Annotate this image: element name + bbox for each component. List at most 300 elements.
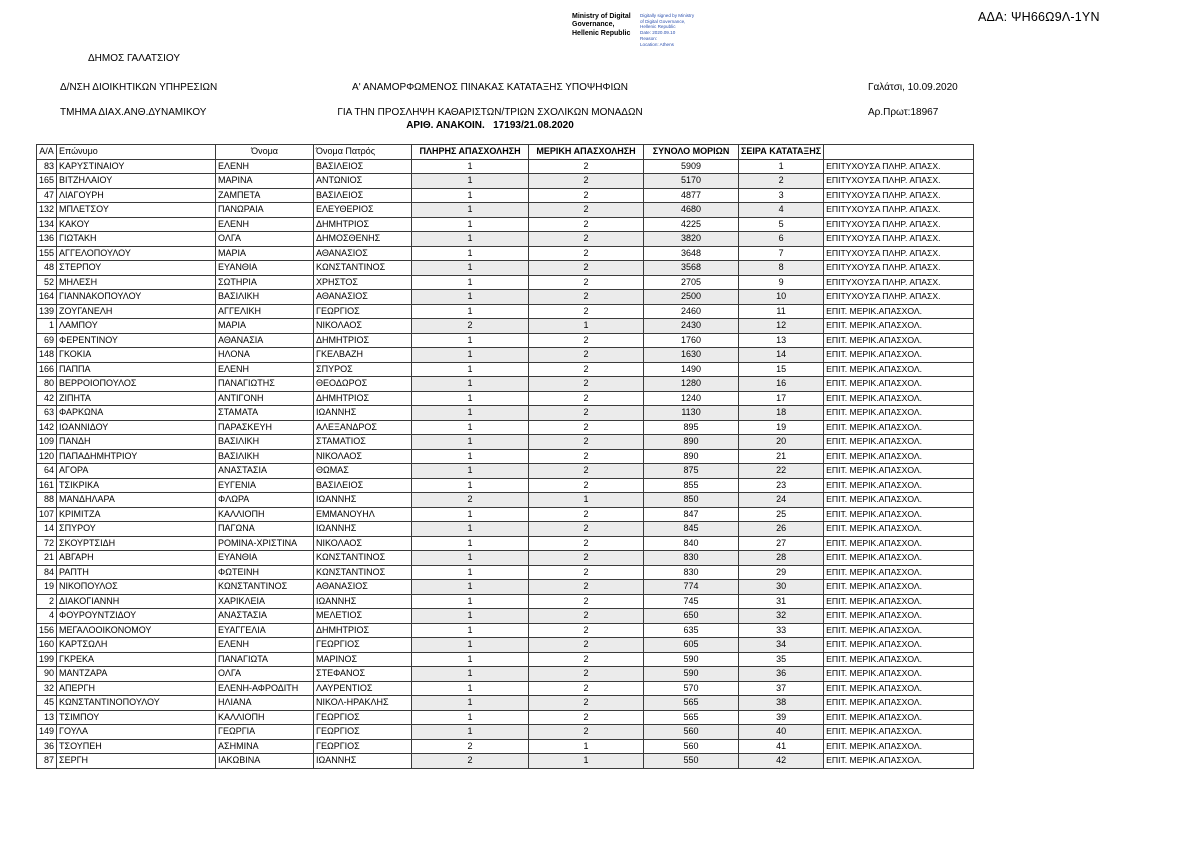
candidate-total-points: 570: [644, 681, 739, 696]
candidate-surname: ΖΟΥΓΑΝΕΛΗ: [57, 304, 216, 319]
candidate-firstname: ΑΘΑΝΑΣΙΑ: [216, 333, 314, 348]
candidate-parttime-preference: 1: [529, 754, 644, 769]
candidate-aa: 1: [37, 319, 57, 334]
candidate-status: ΕΠΙΤΥΧΟΥΣΑ ΠΛΗΡ. ΑΠΑΣΧ.: [824, 159, 974, 174]
candidate-status: ΕΠΙΤΥΧΟΥΣΑ ΠΛΗΡ. ΑΠΑΣΧ.: [824, 174, 974, 189]
candidate-total-points: 830: [644, 551, 739, 566]
table-row: [37, 217, 974, 232]
candidate-surname: ΤΣΙΜΠΟΥ: [57, 710, 216, 725]
candidate-status: ΕΠΙΤ. ΜΕΡΙΚ.ΑΠΑΣΧΟΛ.: [824, 681, 974, 696]
candidate-fathername: ΒΑΣΙΛΕΙΟΣ: [314, 159, 412, 174]
candidate-parttime-preference: 2: [529, 464, 644, 479]
candidate-surname: ΜΑΝΔΗΛΑΡΑ: [57, 493, 216, 508]
table-row: [37, 304, 974, 319]
candidate-rank: 4: [739, 203, 824, 218]
candidate-total-points: 5909: [644, 159, 739, 174]
candidate-firstname: ΦΛΩΡΑ: [216, 493, 314, 508]
table-row: [37, 652, 974, 667]
stamp-authority-line: Hellenic Republic: [572, 29, 631, 37]
candidate-aa: 52: [37, 275, 57, 290]
candidate-rank: 27: [739, 536, 824, 551]
candidate-surname: ΒΙΤΖΗΛΑΙΟΥ: [57, 174, 216, 189]
candidate-surname: ΦΑΡΚΩΝΑ: [57, 406, 216, 421]
candidate-total-points: 895: [644, 420, 739, 435]
candidate-status: ΕΠΙΤ. ΜΕΡΙΚ.ΑΠΑΣΧΟΛ.: [824, 710, 974, 725]
candidate-parttime-preference: 2: [529, 478, 644, 493]
candidate-rank: 12: [739, 319, 824, 334]
candidate-firstname: ΟΛΓΑ: [216, 232, 314, 247]
candidate-fathername: ΔΗΜΟΣΘΕΝΗΣ: [314, 232, 412, 247]
col-header-total-points: ΣΥΝΟΛΟ ΜΟΡΙΩΝ: [644, 145, 739, 160]
table-row: [37, 348, 974, 363]
candidate-fathername: ΛΑΥΡΕΝΤΙΟΣ: [314, 681, 412, 696]
candidate-parttime-preference: 2: [529, 246, 644, 261]
candidate-total-points: 590: [644, 667, 739, 682]
candidate-surname: ΤΣΙΚΡΙΚΑ: [57, 478, 216, 493]
col-header-rank: ΣΕΙΡΑ ΚΑΤΑΤΑΞΗΣ: [739, 145, 824, 160]
candidate-fathername: ΙΩΑΝΝΗΣ: [314, 406, 412, 421]
candidate-parttime-preference: 2: [529, 420, 644, 435]
table-row: [37, 522, 974, 537]
candidate-status: ΕΠΙΤ. ΜΕΡΙΚ.ΑΠΑΣΧΟΛ.: [824, 623, 974, 638]
candidate-aa: 166: [37, 362, 57, 377]
candidate-aa: 90: [37, 667, 57, 682]
candidate-status: ΕΠΙΤ. ΜΕΡΙΚ.ΑΠΑΣΧΟΛ.: [824, 391, 974, 406]
candidate-parttime-preference: 2: [529, 348, 644, 363]
candidate-parttime-preference: 2: [529, 174, 644, 189]
candidate-fathername: ΚΩΝΣΤΑΝΤΙΝΟΣ: [314, 551, 412, 566]
candidate-firstname: ΕΥΓΕΝΙΑ: [216, 478, 314, 493]
candidate-total-points: 650: [644, 609, 739, 624]
candidate-firstname: ΒΑΣΙΛΙΚΗ: [216, 290, 314, 305]
table-row: [37, 594, 974, 609]
table-row: [37, 623, 974, 638]
candidate-firstname: ΕΥΑΝΘΙΑ: [216, 261, 314, 276]
candidate-total-points: 830: [644, 565, 739, 580]
table-row: [37, 246, 974, 261]
candidate-fulltime-preference: 1: [412, 478, 529, 493]
candidate-total-points: 5170: [644, 174, 739, 189]
candidate-fathername: ΓΕΩΡΓΙΟΣ: [314, 725, 412, 740]
candidate-status: ΕΠΙΤ. ΜΕΡΙΚ.ΑΠΑΣΧΟΛ.: [824, 551, 974, 566]
candidate-fulltime-preference: 1: [412, 406, 529, 421]
candidate-fulltime-preference: 1: [412, 203, 529, 218]
table-row: [37, 391, 974, 406]
candidate-parttime-preference: 2: [529, 449, 644, 464]
candidate-fulltime-preference: 1: [412, 681, 529, 696]
table-row: [37, 290, 974, 305]
candidate-status: ΕΠΙΤ. ΜΕΡΙΚ.ΑΠΑΣΧΟΛ.: [824, 565, 974, 580]
candidate-total-points: 565: [644, 696, 739, 711]
candidate-aa: 142: [37, 420, 57, 435]
candidate-aa: 161: [37, 478, 57, 493]
candidate-total-points: 565: [644, 710, 739, 725]
candidate-firstname: ΠΑΝΑΓΙΩΤΗΣ: [216, 377, 314, 392]
candidate-status: ΕΠΙΤΥΧΟΥΣΑ ΠΛΗΡ. ΑΠΑΣΧ.: [824, 203, 974, 218]
candidate-surname: ΝΙΚΟΠΟΥΛΟΣ: [57, 580, 216, 595]
candidate-fulltime-preference: 1: [412, 623, 529, 638]
candidate-fathername: ΔΗΜΗΤΡΙΟΣ: [314, 217, 412, 232]
candidate-firstname: ΕΛΕΝΗ: [216, 217, 314, 232]
candidate-fulltime-preference: 1: [412, 348, 529, 363]
candidate-fathername: ΣΤΑΜΑΤΙΟΣ: [314, 435, 412, 450]
candidate-parttime-preference: 2: [529, 203, 644, 218]
candidate-surname: ΚΑΡΤΣΩΛΗ: [57, 638, 216, 653]
candidate-surname: ΓΙΑΝΝΑΚΟΠΟΥΛΟΥ: [57, 290, 216, 305]
candidate-rank: 13: [739, 333, 824, 348]
candidate-fulltime-preference: 1: [412, 507, 529, 522]
candidate-firstname: ΠΑΡΑΣΚΕΥΗ: [216, 420, 314, 435]
candidate-aa: 64: [37, 464, 57, 479]
candidate-status: ΕΠΙΤ. ΜΕΡΙΚ.ΑΠΑΣΧΟΛ.: [824, 725, 974, 740]
candidate-surname: ΙΩΑΝΝΙΔΟΥ: [57, 420, 216, 435]
candidate-fathername: ΓΚΕΛΒΑΖΗ: [314, 348, 412, 363]
candidate-firstname: ΦΩΤΕΙΝΗ: [216, 565, 314, 580]
candidate-status: ΕΠΙΤΥΧΟΥΣΑ ΠΛΗΡ. ΑΠΑΣΧ.: [824, 232, 974, 247]
candidate-firstname: ΕΛΕΝΗ: [216, 638, 314, 653]
candidate-firstname: ΗΛΙΑΝΑ: [216, 696, 314, 711]
stamp-signature-text: [640, 13, 710, 47]
candidate-rank: 31: [739, 594, 824, 609]
candidate-total-points: 2705: [644, 275, 739, 290]
candidate-parttime-preference: 2: [529, 217, 644, 232]
candidate-parttime-preference: 2: [529, 261, 644, 276]
candidate-parttime-preference: 2: [529, 594, 644, 609]
candidate-fulltime-preference: 1: [412, 159, 529, 174]
table-row: [37, 536, 974, 551]
candidate-status: ΕΠΙΤ. ΜΕΡΙΚ.ΑΠΑΣΧΟΛ.: [824, 319, 974, 334]
col-header-fulltime: ΠΛΗΡΗΣ ΑΠΑΣΧΟΛΗΣΗ: [412, 145, 529, 160]
col-header-aa: Α/Α: [37, 145, 57, 160]
candidate-fulltime-preference: 1: [412, 275, 529, 290]
candidate-firstname: ΠΑΓΩΝΑ: [216, 522, 314, 537]
table-row: [37, 754, 974, 769]
candidate-rank: 36: [739, 667, 824, 682]
candidate-parttime-preference: 2: [529, 275, 644, 290]
candidate-fulltime-preference: 1: [412, 565, 529, 580]
candidate-parttime-preference: 2: [529, 652, 644, 667]
candidate-total-points: 4680: [644, 203, 739, 218]
candidate-aa: 164: [37, 290, 57, 305]
candidate-total-points: 875: [644, 464, 739, 479]
candidate-total-points: 1240: [644, 391, 739, 406]
table-row: [37, 580, 974, 595]
candidate-firstname: ΜΑΡΙΑ: [216, 319, 314, 334]
candidate-rank: 8: [739, 261, 824, 276]
candidate-fathername: ΙΩΑΝΝΗΣ: [314, 493, 412, 508]
candidate-parttime-preference: 2: [529, 536, 644, 551]
stamp-signature-line: Hellenic Republic: [640, 24, 676, 30]
candidate-aa: 21: [37, 551, 57, 566]
candidate-fulltime-preference: 1: [412, 710, 529, 725]
candidate-firstname: ΧΑΡΙΚΛΕΙΑ: [216, 594, 314, 609]
candidate-status: ΕΠΙΤ. ΜΕΡΙΚ.ΑΠΑΣΧΟΛ.: [824, 464, 974, 479]
candidate-surname: ΜΕΓΑΛΟΟΙΚΟΝΟΜΟΥ: [57, 623, 216, 638]
candidate-rank: 7: [739, 246, 824, 261]
table-row: [37, 551, 974, 566]
candidate-fathername: ΑΘΑΝΑΣΙΟΣ: [314, 246, 412, 261]
candidate-surname: ΓΟΥΛΑ: [57, 725, 216, 740]
candidate-rank: 25: [739, 507, 824, 522]
candidate-fathername: ΙΩΑΝΝΗΣ: [314, 594, 412, 609]
candidate-aa: 4: [37, 609, 57, 624]
candidate-fathername: ΑΘΑΝΑΣΙΟΣ: [314, 290, 412, 305]
candidate-fulltime-preference: 1: [412, 261, 529, 276]
candidate-fulltime-preference: 2: [412, 319, 529, 334]
candidate-fulltime-preference: 1: [412, 696, 529, 711]
candidate-status: ΕΠΙΤ. ΜΕΡΙΚ.ΑΠΑΣΧΟΛ.: [824, 333, 974, 348]
candidate-surname: ΣΠΥΡΟΥ: [57, 522, 216, 537]
ada-code: ΑΔΑ: ΨΗ66Ω9Λ-1ΥΝ: [978, 10, 1100, 24]
candidate-rank: 5: [739, 217, 824, 232]
candidate-aa: 36: [37, 739, 57, 754]
table-row: [37, 507, 974, 522]
table-row: [37, 725, 974, 740]
candidate-status: ΕΠΙΤ. ΜΕΡΙΚ.ΑΠΑΣΧΟΛ.: [824, 449, 974, 464]
candidate-fathername: ΚΩΝΣΤΑΝΤΙΝΟΣ: [314, 261, 412, 276]
candidate-parttime-preference: 2: [529, 406, 644, 421]
stamp-signature-line: Reason:: [640, 35, 658, 41]
candidate-fulltime-preference: 1: [412, 290, 529, 305]
candidate-status: ΕΠΙΤ. ΜΕΡΙΚ.ΑΠΑΣΧΟΛ.: [824, 377, 974, 392]
candidate-total-points: 635: [644, 623, 739, 638]
candidate-total-points: 2500: [644, 290, 739, 305]
candidate-parttime-preference: 2: [529, 565, 644, 580]
candidate-rank: 26: [739, 522, 824, 537]
candidate-fulltime-preference: 1: [412, 449, 529, 464]
candidate-aa: 160: [37, 638, 57, 653]
candidate-total-points: 890: [644, 435, 739, 450]
candidate-aa: 87: [37, 754, 57, 769]
document-title-line2: ΓΙΑ ΤΗΝ ΠΡΟΣΛΗΨΗ ΚΑΘΑΡΙΣΤΩΝ/ΤΡΙΩΝ ΣΧΟΛΙΚΩΝ ΜΟΝΑΔΩΝ: [337, 107, 643, 118]
candidate-fulltime-preference: 1: [412, 435, 529, 450]
candidate-fulltime-preference: 1: [412, 638, 529, 653]
candidate-aa: 88: [37, 493, 57, 508]
digital-signature-stamp: [572, 13, 710, 47]
candidate-status: ΕΠΙΤ. ΜΕΡΙΚ.ΑΠΑΣΧΟΛ.: [824, 406, 974, 421]
candidate-aa: 72: [37, 536, 57, 551]
candidate-rank: 37: [739, 681, 824, 696]
candidate-total-points: 745: [644, 594, 739, 609]
candidate-parttime-preference: 1: [529, 319, 644, 334]
candidate-parttime-preference: 2: [529, 391, 644, 406]
candidate-surname: ΑΓΓΕΛΟΠΟΥΛΟΥ: [57, 246, 216, 261]
candidate-firstname: ΠΑΝΩΡΑΙΑ: [216, 203, 314, 218]
candidate-parttime-preference: 2: [529, 580, 644, 595]
candidate-fulltime-preference: 1: [412, 391, 529, 406]
announcement-number: 17193/21.08.2020: [493, 120, 574, 131]
candidate-fulltime-preference: 2: [412, 754, 529, 769]
candidate-status: ΕΠΙΤΥΧΟΥΣΑ ΠΛΗΡ. ΑΠΑΣΧ.: [824, 246, 974, 261]
candidate-firstname: ΕΛΕΝΗ-ΑΦΡΟΔΙΤΗ: [216, 681, 314, 696]
candidate-aa: 19: [37, 580, 57, 595]
candidate-status: ΕΠΙΤ. ΜΕΡΙΚ.ΑΠΑΣΧΟΛ.: [824, 739, 974, 754]
candidate-rank: 3: [739, 188, 824, 203]
candidate-status: ΕΠΙΤ. ΜΕΡΙΚ.ΑΠΑΣΧΟΛ.: [824, 507, 974, 522]
candidate-surname: ΓΚΟΚΙΑ: [57, 348, 216, 363]
announcement-number-line: [285, 120, 695, 131]
candidate-surname: ΑΠΕΡΓΗ: [57, 681, 216, 696]
candidate-rank: 35: [739, 652, 824, 667]
stamp-signature-line: Date: 2020.09.10: [640, 30, 676, 36]
candidate-aa: 80: [37, 377, 57, 392]
candidate-firstname: ΣΤΑΜΑΤΑ: [216, 406, 314, 421]
candidate-surname: ΚΑΚΟΥ: [57, 217, 216, 232]
candidate-fulltime-preference: 1: [412, 594, 529, 609]
candidate-status: ΕΠΙΤ. ΜΕΡΙΚ.ΑΠΑΣΧΟΛ.: [824, 609, 974, 624]
candidate-fathername: ΕΛΕΥΘΕΡΙΟΣ: [314, 203, 412, 218]
table-row: [37, 565, 974, 580]
candidate-rank: 19: [739, 420, 824, 435]
table-row: [37, 203, 974, 218]
table-row: [37, 710, 974, 725]
candidate-total-points: 774: [644, 580, 739, 595]
candidate-status: ΕΠΙΤ. ΜΕΡΙΚ.ΑΠΑΣΧΟΛ.: [824, 435, 974, 450]
candidate-total-points: 1130: [644, 406, 739, 421]
candidate-surname: ΣΤΕΡΠΟΥ: [57, 261, 216, 276]
candidate-fathername: ΒΑΣΙΛΕΙΟΣ: [314, 478, 412, 493]
table-row: [37, 159, 974, 174]
candidate-total-points: 2460: [644, 304, 739, 319]
candidate-firstname: ΚΑΛΛΙΟΠΗ: [216, 710, 314, 725]
candidates-tbody: [37, 159, 974, 768]
candidate-parttime-preference: 2: [529, 290, 644, 305]
candidate-firstname: ΑΝΑΣΤΑΣΙΑ: [216, 464, 314, 479]
candidate-fathername: ΑΘΑΝΑΣΙΟΣ: [314, 580, 412, 595]
candidate-fulltime-preference: 1: [412, 246, 529, 261]
candidate-total-points: 550: [644, 754, 739, 769]
candidate-rank: 17: [739, 391, 824, 406]
table-header-row: [37, 145, 974, 160]
candidate-rank: 30: [739, 580, 824, 595]
candidate-rank: 42: [739, 754, 824, 769]
candidate-fathername: ΕΜΜΑΝΟΥΗΛ: [314, 507, 412, 522]
candidate-status: ΕΠΙΤ. ΜΕΡΙΚ.ΑΠΑΣΧΟΛ.: [824, 478, 974, 493]
candidate-aa: 109: [37, 435, 57, 450]
candidate-firstname: ΠΑΝΑΓΙΩΤΑ: [216, 652, 314, 667]
candidate-rank: 40: [739, 725, 824, 740]
directorate-name: Δ/ΝΣΗ ΔΙΟΙΚΗΤΙΚΩΝ ΥΠΗΡΕΣΙΩΝ: [60, 82, 218, 93]
candidate-fathername: ΙΩΑΝΝΗΣ: [314, 754, 412, 769]
candidate-surname: ΛΙΑΓΟΥΡΗ: [57, 188, 216, 203]
table-row: [37, 377, 974, 392]
table-row: [37, 174, 974, 189]
candidate-status: ΕΠΙΤ. ΜΕΡΙΚ.ΑΠΑΣΧΟΛ.: [824, 594, 974, 609]
candidate-aa: 149: [37, 725, 57, 740]
candidate-fathername: ΘΕΟΔΩΡΟΣ: [314, 377, 412, 392]
table-row: [37, 696, 974, 711]
candidate-aa: 48: [37, 261, 57, 276]
candidate-rank: 23: [739, 478, 824, 493]
candidate-surname: ΑΓΟΡΑ: [57, 464, 216, 479]
candidate-rank: 6: [739, 232, 824, 247]
candidate-firstname: ΒΑΣΙΛΙΚΗ: [216, 449, 314, 464]
candidate-status: ΕΠΙΤ. ΜΕΡΙΚ.ΑΠΑΣΧΟΛ.: [824, 304, 974, 319]
candidate-firstname: ΙΑΚΩΒΙΝΑ: [216, 754, 314, 769]
candidate-surname: ΚΑΡΥΣΤΙΝΑΙΟΥ: [57, 159, 216, 174]
candidate-rank: 32: [739, 609, 824, 624]
candidate-status: ΕΠΙΤ. ΜΕΡΙΚ.ΑΠΑΣΧΟΛ.: [824, 362, 974, 377]
candidate-total-points: 1760: [644, 333, 739, 348]
candidate-surname: ΦΕΡΕΝΤΙΝΟΥ: [57, 333, 216, 348]
candidate-fathername: ΔΗΜΗΤΡΙΟΣ: [314, 623, 412, 638]
candidate-status: ΕΠΙΤ. ΜΕΡΙΚ.ΑΠΑΣΧΟΛ.: [824, 667, 974, 682]
candidate-parttime-preference: 2: [529, 551, 644, 566]
candidate-fathername: ΔΗΜΗΤΡΙΟΣ: [314, 333, 412, 348]
candidate-fulltime-preference: 1: [412, 609, 529, 624]
candidate-parttime-preference: 2: [529, 159, 644, 174]
candidate-status: ΕΠΙΤΥΧΟΥΣΑ ΠΛΗΡ. ΑΠΑΣΧ.: [824, 290, 974, 305]
candidate-firstname: ΕΥΑΓΓΕΛΙΑ: [216, 623, 314, 638]
table-row: [37, 362, 974, 377]
table-row: [37, 261, 974, 276]
candidate-rank: 38: [739, 696, 824, 711]
candidate-fathername: ΜΑΡΙΝΟΣ: [314, 652, 412, 667]
table-row: [37, 638, 974, 653]
candidate-fulltime-preference: 1: [412, 174, 529, 189]
table-row: [37, 406, 974, 421]
candidate-parttime-preference: 2: [529, 710, 644, 725]
stamp-authority-line: Ministry of Digital: [572, 13, 631, 20]
candidate-rank: 1: [739, 159, 824, 174]
col-header-firstname: Όνομα: [216, 145, 314, 160]
candidate-total-points: 3820: [644, 232, 739, 247]
ranking-table: [36, 144, 974, 769]
candidate-fulltime-preference: 1: [412, 377, 529, 392]
candidate-aa: 45: [37, 696, 57, 711]
candidate-parttime-preference: 2: [529, 681, 644, 696]
candidate-total-points: 840: [644, 536, 739, 551]
candidate-fulltime-preference: 1: [412, 217, 529, 232]
candidate-status: ΕΠΙΤΥΧΟΥΣΑ ΠΛΗΡ. ΑΠΑΣΧ.: [824, 261, 974, 276]
candidate-firstname: ΕΛΕΝΗ: [216, 159, 314, 174]
candidate-surname: ΓΚΡΕΚΑ: [57, 652, 216, 667]
candidate-rank: 39: [739, 710, 824, 725]
candidate-surname: ΠΑΠΠΑ: [57, 362, 216, 377]
candidate-status: ΕΠΙΤΥΧΟΥΣΑ ΠΛΗΡ. ΑΠΑΣΧ.: [824, 188, 974, 203]
candidate-aa: 32: [37, 681, 57, 696]
candidate-fulltime-preference: 1: [412, 536, 529, 551]
col-header-status: [824, 145, 974, 160]
candidate-rank: 21: [739, 449, 824, 464]
candidate-rank: 20: [739, 435, 824, 450]
protocol-number: Αρ.Πρωτ:18967: [868, 107, 939, 118]
candidate-fulltime-preference: 1: [412, 551, 529, 566]
candidate-aa: 148: [37, 348, 57, 363]
candidate-parttime-preference: 2: [529, 435, 644, 450]
candidate-surname: ΡΑΠΤΗ: [57, 565, 216, 580]
candidate-total-points: 847: [644, 507, 739, 522]
candidate-total-points: 845: [644, 522, 739, 537]
candidate-parttime-preference: 2: [529, 188, 644, 203]
candidate-fathername: ΜΕΛΕΤΙΟΣ: [314, 609, 412, 624]
candidate-status: ΕΠΙΤ. ΜΕΡΙΚ.ΑΠΑΣΧΟΛ.: [824, 493, 974, 508]
candidate-parttime-preference: 2: [529, 725, 644, 740]
candidate-fathername: ΓΕΩΡΓΙΟΣ: [314, 304, 412, 319]
candidate-rank: 2: [739, 174, 824, 189]
table-row: [37, 319, 974, 334]
candidate-total-points: 590: [644, 652, 739, 667]
col-header-fathername: Όνομα Πατρός: [314, 145, 412, 160]
candidate-fulltime-preference: 1: [412, 232, 529, 247]
candidate-surname: ΠΑΠΑΔΗΜΗΤΡΙΟΥ: [57, 449, 216, 464]
candidate-parttime-preference: 2: [529, 696, 644, 711]
table-row: [37, 232, 974, 247]
candidate-total-points: 3648: [644, 246, 739, 261]
table-row: [37, 478, 974, 493]
candidate-firstname: ΕΛΕΝΗ: [216, 362, 314, 377]
candidate-firstname: ΑΓΓΕΛΙΚΗ: [216, 304, 314, 319]
